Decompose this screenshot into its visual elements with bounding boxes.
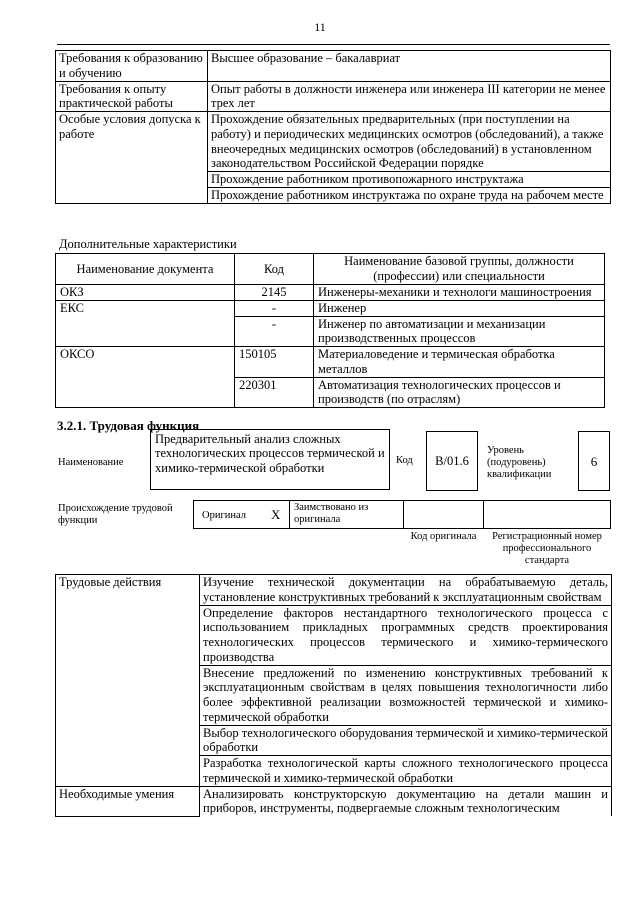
table-row — [56, 300, 605, 316]
requirement-value: Прохождение работником противопожарного инструктажа — [208, 172, 611, 188]
table-row — [56, 347, 605, 378]
doc-cell: ОКСО — [56, 347, 235, 408]
function-name: Предварительный анализ сложных технологических процессов термической и химико-термической обработки — [150, 429, 390, 490]
page-number: 11 — [314, 20, 326, 34]
code-cell: 220301 — [235, 377, 314, 408]
qualification-level: 6 — [578, 431, 610, 491]
borrowed-label: Заимствовано из оригинала — [294, 502, 369, 526]
table-row — [56, 786, 612, 816]
requirement-label: Особые условия допуска к работе — [56, 112, 208, 204]
name-label: Наименование — [58, 457, 124, 468]
table-header-row — [56, 254, 605, 285]
reg-number-box — [483, 500, 611, 529]
origin-label: Происхождение трудовой функции — [58, 503, 173, 527]
table-row — [56, 112, 611, 172]
table-row — [56, 575, 612, 606]
reg-number-label: Регистрационный номер профессионального стандарта — [492, 531, 602, 567]
header-doc: Наименование документа — [56, 254, 235, 285]
labor-action: Изучение технической документации на обрабатываемую деталь, установление конструктивных требований к эксплуатационным свойствам — [200, 575, 612, 606]
header-code: Код — [235, 254, 314, 285]
requirement-value: Опыт работы в должности инженера или инженера III категории не менее трех лет — [208, 81, 611, 112]
original-label: Оригинал — [202, 510, 246, 521]
level-label: Уровень (подуровень) квалификации — [487, 445, 552, 481]
labor-function-table — [55, 574, 612, 817]
table-row — [56, 285, 605, 301]
doc-cell: ЕКС — [56, 300, 235, 346]
function-code: B/01.6 — [426, 431, 478, 491]
requirement-value: Прохождение обязательных предварительных (при поступлении на работу) и периодических медицинских осмотров (обследований), а также внеочередных медицинских осмотров (обследований) в установленном законодательством Российской Федерации порядке — [208, 112, 611, 172]
requirement-value: Прохождение работником инструктажа по охране труда на рабочем месте — [208, 187, 611, 203]
code-original-label: Код оригинала — [410, 531, 477, 542]
code-cell: 150105 — [235, 347, 314, 378]
labor-actions-label: Трудовые действия — [56, 575, 200, 787]
header-name: Наименование базовой группы, должности (профессии) или специальности — [314, 254, 605, 285]
code-cell: - — [235, 300, 314, 316]
code-cell: - — [235, 316, 314, 347]
table-row — [56, 51, 611, 82]
name-cell: Инженеры-механики и технологи машиностроения — [314, 285, 605, 301]
extra-table — [55, 253, 605, 408]
requirement-value: Высшее образование – бакалавриат — [208, 51, 611, 82]
name-cell: Автоматизация технологических процессов и производств (по отраслям) — [314, 377, 605, 408]
requirement-label: Требования к образованию и обучению — [56, 51, 208, 82]
labor-action: Определение факторов нестандартного технологического процесса с использованием прикладных программных средств проектирования технологических процессов термического и химико-термического производства — [200, 605, 612, 665]
skills-label: Необходимые умения — [56, 786, 200, 816]
code-cell: 2145 — [235, 285, 314, 301]
code-original-box — [403, 500, 484, 529]
header-rule — [57, 44, 610, 45]
code-label: Код — [396, 455, 413, 466]
skill-item: Анализировать конструкторскую документацию на детали машин и приборов, инструменты, подвергаемые сложным технологическим — [200, 786, 612, 816]
labor-action: Разработка технологической карты сложного технологического процесса термической и химико-термической обработки — [200, 756, 612, 787]
name-cell: Материаловедение и термическая обработка металлов — [314, 347, 605, 378]
name-cell: Инженер — [314, 300, 605, 316]
extra-title: Дополнительные характеристики — [59, 237, 237, 251]
labor-action: Внесение предложений по изменению конструктивных требований к эксплуатационным свойствам в целях повышения технологичности либо более эффективной реализации возможностей термической и химико-термической обработки — [200, 665, 612, 725]
original-mark: X — [271, 507, 281, 522]
table-row — [56, 81, 611, 112]
section-title: 3.2.1. Трудовая функция — [57, 418, 200, 433]
labor-action: Выбор технологического оборудования термической и химико-термической обработки — [200, 725, 612, 756]
name-cell: Инженер по автоматизации и механизации производственных процессов — [314, 316, 605, 347]
doc-cell: ОКЗ — [56, 285, 235, 301]
requirement-label: Требования к опыту практической работы — [56, 81, 208, 112]
requirements-table — [55, 50, 611, 204]
